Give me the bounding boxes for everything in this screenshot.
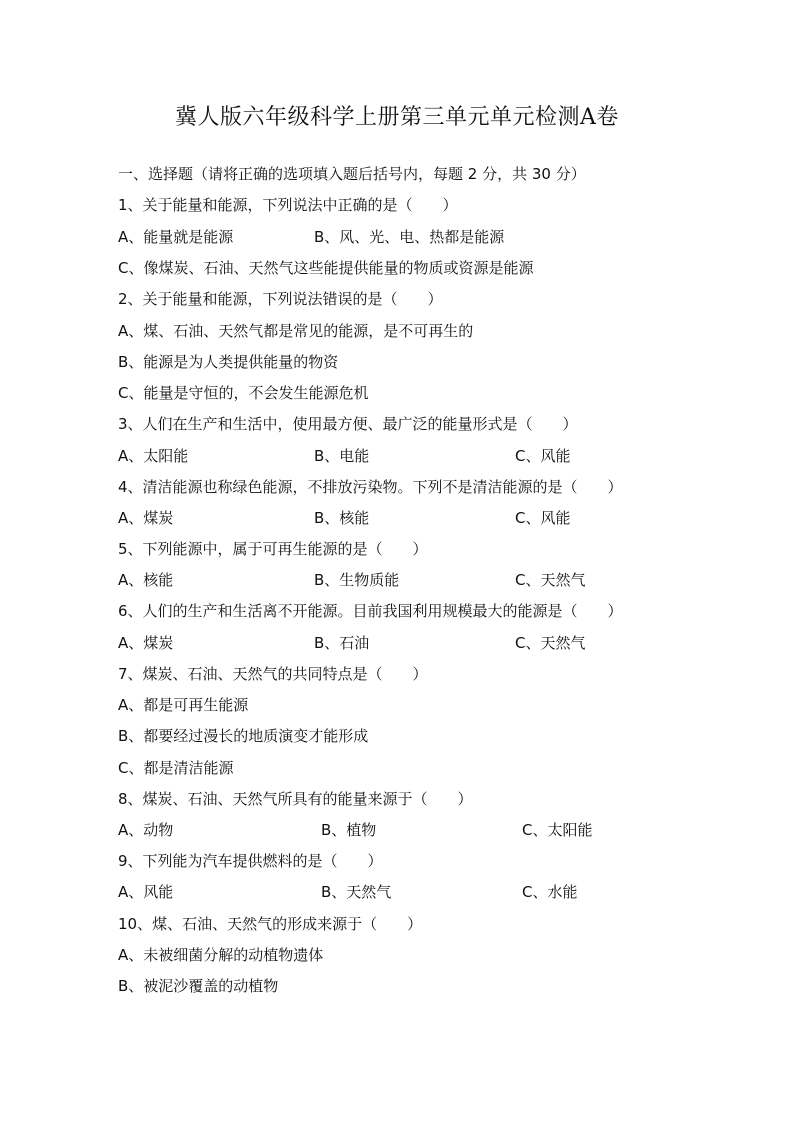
question-6: 6、人们的生产和生活离不开能源。目前我国利用规模最大的能源是（ ）: [118, 602, 623, 620]
section-heading: 一、选择题（请将正确的选项填入题后括号内，每题 2 分，共 30 分）: [118, 165, 586, 183]
option-4b: B、核能: [314, 509, 370, 527]
option-4a: A、煤炭: [118, 509, 174, 527]
option-8c: C、太阳能: [522, 821, 593, 839]
option-5b: B、生物质能: [314, 571, 400, 589]
document-title: 冀人版六年级科学上册第三单元单元检测A卷: [175, 105, 619, 130]
option-6c: C、天然气: [515, 634, 586, 652]
question-9: 9、下列能为汽车提供燃料的是（ ）: [118, 852, 383, 870]
option-7a: A、都是可再生能源: [118, 696, 249, 714]
option-2a: A、煤、石油、天然气都是常见的能源，是不可再生的: [118, 322, 474, 340]
option-2b: B、能源是为人类提供能量的物资: [118, 353, 339, 371]
option-9c: C、水能: [522, 883, 578, 901]
option-6b: B、石油: [314, 634, 370, 652]
option-5a: A、核能: [118, 571, 174, 589]
options-row-6: [118, 632, 678, 654]
question-4: 4、清洁能源也称绿色能源，不排放污染物。下列不是清洁能源的是（ ）: [118, 478, 623, 496]
option-5c: C、天然气: [515, 571, 586, 589]
question-8: 8、煤炭、石油、天然气所具有的能量来源于（ ）: [118, 790, 473, 808]
option-7c: C、都是清洁能源: [118, 759, 234, 777]
question-7: 7、煤炭、石油、天然气的共同特点是（ ）: [118, 665, 428, 683]
option-7b: B、都要经过漫长的地质演变才能形成: [118, 727, 369, 745]
options-row-3: [118, 445, 678, 467]
options-row-4: [118, 507, 678, 529]
option-8a: A、动物: [118, 821, 174, 839]
option-3c: C、风能: [515, 447, 571, 465]
options-row-1: [118, 226, 678, 248]
question-3: 3、人们在生产和生活中，使用最方便、最广泛的能量形式是（ ）: [118, 415, 578, 433]
option-10b: B、被泥沙覆盖的动植物: [118, 977, 279, 995]
option-1c: C、像煤炭、石油、天然气这些能提供能量的物质或资源是能源: [118, 259, 534, 277]
option-8b: B、植物: [321, 821, 377, 839]
option-6a: A、煤炭: [118, 634, 174, 652]
option-3a: A、太阳能: [118, 447, 189, 465]
options-row-5: [118, 569, 678, 591]
option-4c: C、风能: [515, 509, 571, 527]
option-2c: C、能量是守恒的，不会发生能源危机: [118, 384, 369, 402]
option-10a: A、未被细菌分解的动植物遗体: [118, 946, 324, 964]
question-10: 10、煤、石油、天然气的形成来源于（ ）: [118, 915, 423, 933]
options-row-9: [118, 881, 678, 903]
question-2: 2、关于能量和能源，下列说法错误的是（ ）: [118, 290, 443, 308]
option-9a: A、风能: [118, 883, 174, 901]
option-1b: B、风、光、电、热都是能源: [314, 228, 505, 246]
option-3b: B、电能: [314, 447, 370, 465]
question-5: 5、下列能源中，属于可再生能源的是（ ）: [118, 540, 428, 558]
options-row-8: [118, 819, 678, 841]
option-1a: A、能量就是能源: [118, 228, 234, 246]
question-1: 1、关于能量和能源，下列说法中正确的是（ ）: [118, 196, 458, 214]
option-9b: B、天然气: [321, 883, 392, 901]
